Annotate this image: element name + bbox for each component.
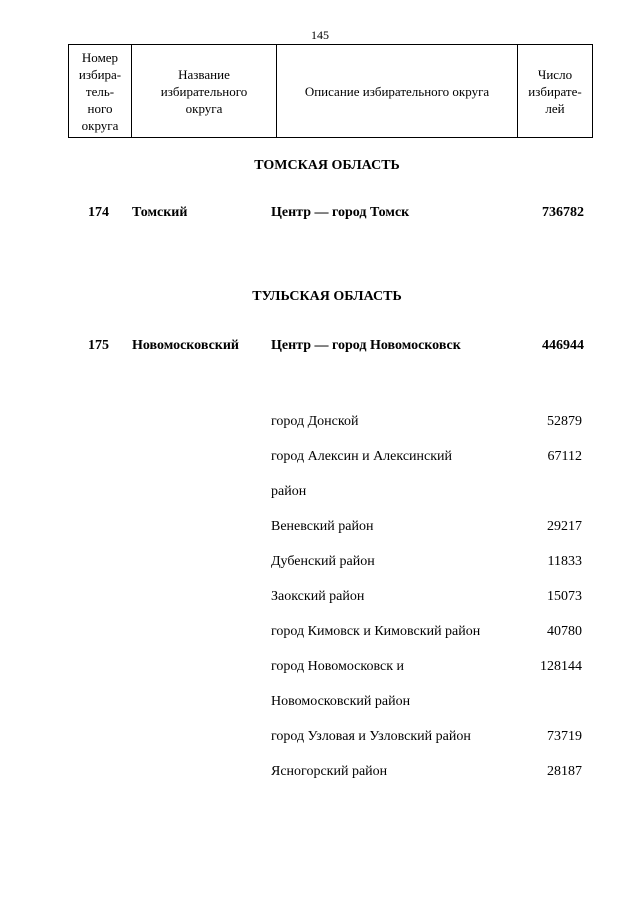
district-row-175: [0, 338, 640, 358]
region-title-tomsk: ТОМСКАЯ ОБЛАСТЬ: [254, 158, 400, 173]
list-item: [271, 404, 591, 439]
subdivision-voter-count: 15073: [547, 589, 582, 604]
district-name: Новомосковский: [132, 338, 239, 353]
subdivision-voter-count: 73719: [547, 729, 582, 744]
district-number: 175: [88, 338, 109, 353]
list-item: [271, 754, 591, 789]
subdivision-voter-count: 52879: [547, 414, 582, 429]
page-number: 145: [311, 28, 329, 42]
column-header-table: [68, 44, 593, 138]
district-row-174: [0, 205, 640, 225]
subdivision-voter-count: 11833: [547, 554, 582, 569]
list-item: [271, 579, 591, 614]
list-item: [271, 509, 591, 544]
column-header-row: [69, 45, 593, 138]
header-district-name: Название избирательного округа: [132, 45, 277, 138]
subdivision-voter-count: 40780: [547, 624, 582, 639]
header-district-number: Номер избира- тель- ного округа: [69, 45, 132, 138]
header-voter-count: Число избирате- лей: [518, 45, 593, 138]
subdivision-voter-count: 128144: [540, 659, 582, 674]
subdivision-voter-count: 29217: [547, 519, 582, 534]
subdivision-name: город Алексин и Алексинский район: [271, 449, 453, 499]
district-center: Центр — город Томск: [271, 205, 410, 220]
subdivision-list: [271, 404, 591, 789]
region-title-tula: ТУЛЬСКАЯ ОБЛАСТЬ: [252, 289, 402, 304]
subdivision-name: город Кимовск и Кимовский район: [271, 624, 481, 639]
list-item: [271, 544, 591, 579]
list-item: [271, 614, 591, 649]
subdivision-name: город Узловая и Узловский район: [271, 729, 471, 744]
district-name: Томский: [132, 205, 188, 220]
subdivision-name: Заокский район: [271, 589, 365, 604]
district-voter-count: 736782: [542, 205, 584, 220]
list-item: [271, 719, 591, 754]
subdivision-name: Дубенский район: [271, 554, 375, 569]
district-center: Центр — город Новомосковск: [271, 338, 461, 353]
subdivision-voter-count: 28187: [547, 764, 582, 779]
district-number: 174: [88, 205, 109, 220]
subdivision-name: Ясногорский район: [271, 764, 388, 779]
subdivision-name: город Новомосковск и Новомосковский район: [271, 659, 411, 709]
header-district-description: Описание избирательного округа: [277, 45, 518, 138]
subdivision-name: город Донской: [271, 414, 359, 429]
subdivision-voter-count: 67112: [547, 449, 582, 464]
district-voter-count: 446944: [542, 338, 584, 353]
subdivision-name: Веневский район: [271, 519, 374, 534]
list-item: [271, 439, 591, 509]
list-item: [271, 649, 591, 719]
